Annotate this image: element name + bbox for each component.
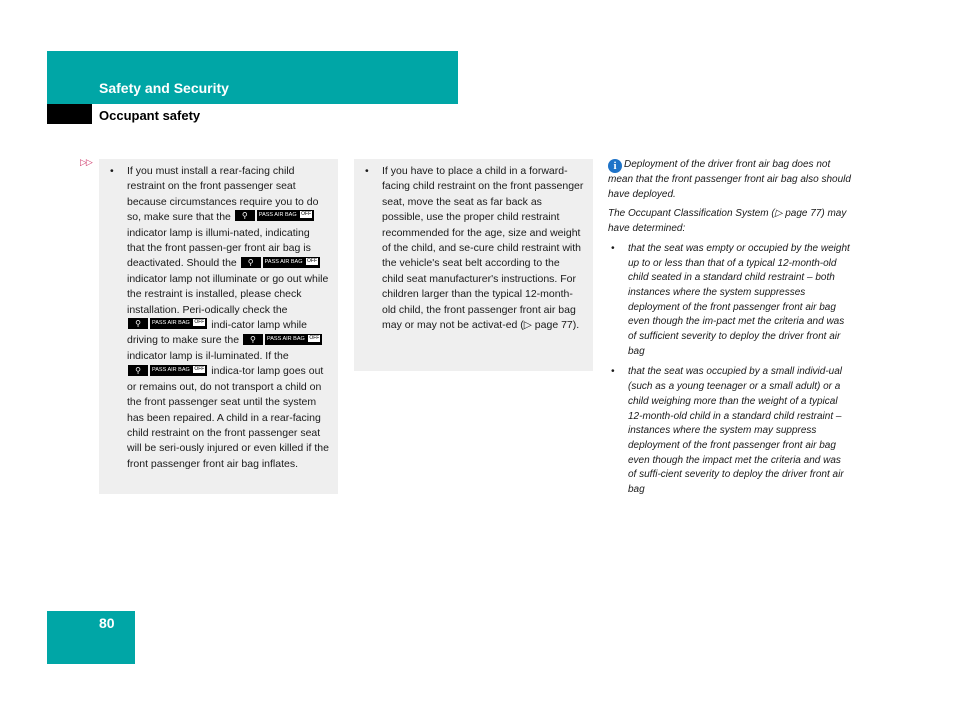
info-intro — [608, 158, 851, 202]
list-item — [107, 164, 329, 472]
page-number-box — [47, 611, 135, 664]
warning-text-part: indicator lamp is illumi-nated, indicating that the front passen-ger front air bag is deactivated. Should the — [127, 226, 311, 270]
indicator-label: PASS AIR BAG OFF — [150, 318, 207, 329]
info-bullet-text: that the seat was empty or occupied by the weight up to or less than that of a typical 12-month-old child seated in a standard child restraint – both instances where the system suppresses deployment of the front passenger front air bag even though the im-pact met the criteria and was of sufficient severity to deploy the driver front air bag — [628, 242, 850, 357]
pass-air-bag-off-indicator — [235, 210, 314, 221]
list-item — [608, 242, 851, 360]
indicator-label: PASS AIR BAG OFF — [265, 334, 322, 345]
info-intro-text: Deployment of the driver front air bag does not mean that the front passenger front air bag also should have deployed. — [608, 159, 851, 200]
child-seat-icon: ⚲ — [243, 334, 263, 345]
warning-text: If you have to place a child in a forward-facing child restraint on the front passenger seat, move the seat as far back as possible, use the proper child restraint recommended for the age, size and weight of the child, and se-cure child restraint with the vehicle's seat belt according to the child seat manufacturer's instructions. For children larger than the typical 12-month-old child, the front passenger front air bag may or may not be activat-ed (▷ page 77). — [382, 165, 584, 332]
bullet: • — [110, 165, 114, 177]
indicator-label: PASS AIR BAG OFF — [150, 365, 207, 376]
warning-box-forward-facing — [354, 159, 593, 371]
bullet: • — [365, 165, 369, 177]
warning-text-part: indicator lamp is il-luminated. If the — [127, 349, 289, 362]
pass-air-bag-off-indicator — [243, 334, 322, 345]
continued-arrows-icon: ▷▷ — [80, 157, 92, 167]
pass-air-bag-off-indicator — [128, 365, 207, 376]
section-title: Safety and Security — [99, 80, 229, 96]
child-seat-icon: ⚲ — [235, 210, 255, 221]
warning-text-part: indicator lamp not illuminate or go out while the restraint is installed, please check installation. Peri-odically check the — [127, 272, 329, 316]
ocs-paragraph: The Occupant Classification System (▷ page 77) may have determined: — [608, 208, 847, 235]
warning-text-part: If you must install a rear-facing child restraint on the front passenger seat because circumstances require you to do so, make sure that the — [127, 165, 319, 224]
indicator-label: PASS AIR BAG OFF — [257, 210, 314, 221]
info-bullet-text: that the seat was occupied by a small individ-ual (such as a young teenager or a small adult) or a child weighing more than the weight of a typical 12-month-old child in a standard child restraint – instances where the system may suppress deployment of the front passenger front air bag even though the impact met the criteria and was of suffi-cient severity to deploy the driver front air bag — [628, 366, 844, 496]
bullet: • — [611, 366, 615, 378]
child-seat-icon: ⚲ — [241, 257, 261, 268]
info-icon: i — [608, 159, 622, 173]
warning-box-rear-facing — [99, 159, 338, 494]
info-column — [608, 158, 851, 504]
bullet: • — [611, 242, 615, 254]
subsection-tab-marker — [47, 104, 92, 124]
list-item — [608, 365, 851, 497]
pass-air-bag-off-indicator — [128, 318, 207, 329]
warning-text-part: indica-tor lamp goes out or remains out, do not transport a child on the front passenger seat until the system has been repaired. A child in a rear-facing child restraint on the front passenger seat will be seri-ously injured or even killed if the front passenger front air bag inflates. — [127, 365, 329, 470]
pass-air-bag-off-indicator — [241, 257, 320, 268]
child-seat-icon: ⚲ — [128, 318, 148, 329]
page-number: 80 — [99, 615, 115, 631]
subsection-title: Occupant safety — [99, 108, 201, 123]
indicator-label: PASS AIR BAG OFF — [263, 257, 320, 268]
header-bar — [47, 51, 458, 104]
warning-text-part: indi-cator lamp while driving to make sure the — [127, 319, 307, 347]
list-item — [362, 164, 584, 333]
child-seat-icon: ⚲ — [128, 365, 148, 376]
